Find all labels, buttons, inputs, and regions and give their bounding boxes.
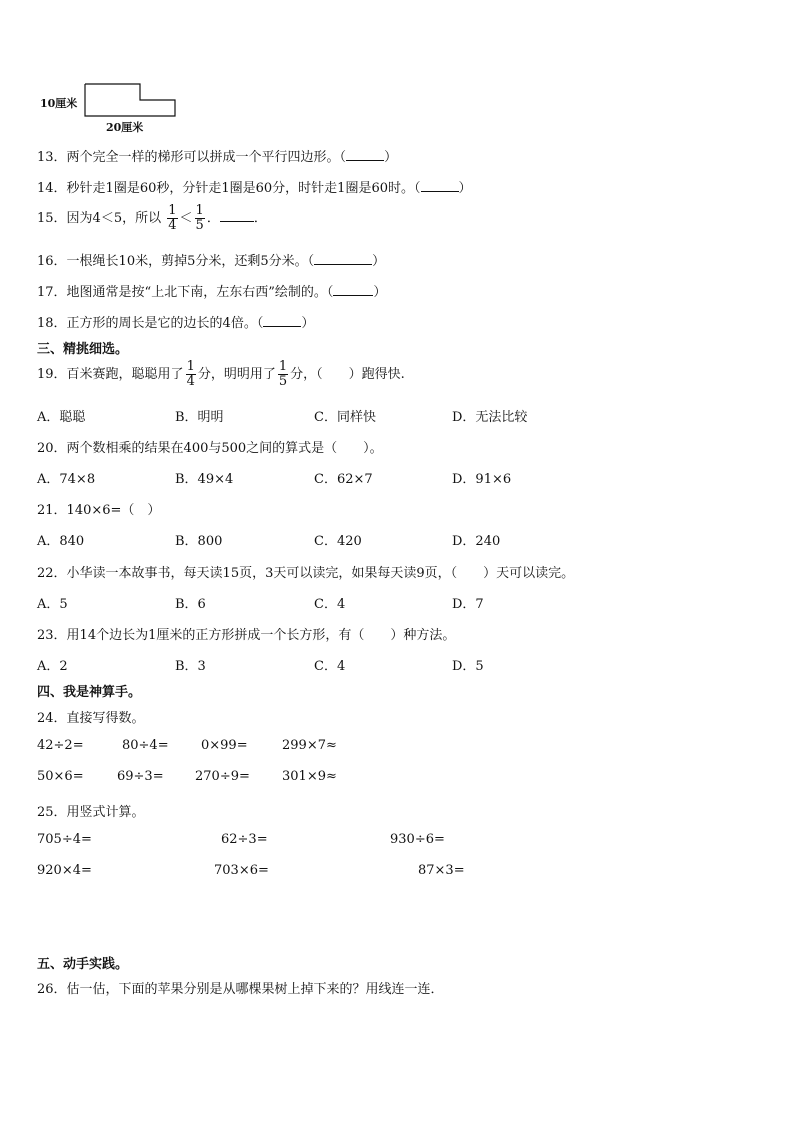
question-18: 18．正方形的周长是它的边长的4倍。（ ） bbox=[37, 316, 315, 331]
fraction-one-fourth: $\frac{1}{4}$ bbox=[168, 203, 177, 233]
mental-math-item: 301×9≈ bbox=[282, 769, 337, 784]
question-16: 16．一根绳长10米，剪掉5分米，还剩5分米。（ ） bbox=[37, 254, 386, 269]
option-c[interactable]: C．同样快 bbox=[314, 410, 376, 425]
answer-blank[interactable] bbox=[346, 148, 384, 161]
option-d[interactable]: D．7 bbox=[452, 597, 484, 612]
option-a[interactable]: A．74×8 bbox=[37, 472, 96, 487]
option-c[interactable]: C．420 bbox=[314, 534, 362, 549]
mental-math-item: 270÷9= bbox=[195, 769, 250, 784]
question-23: 23．用14个边长为1厘米的正方形拼成一个长方形，有（ ）种方法。 bbox=[37, 628, 456, 643]
option-d[interactable]: D．91×6 bbox=[452, 472, 512, 487]
option-c[interactable]: C．4 bbox=[314, 597, 346, 612]
vertical-calc-item: 930÷6= bbox=[390, 832, 445, 847]
mental-math-item: 0×99= bbox=[201, 738, 248, 753]
mental-math-item: 50×6= bbox=[37, 769, 84, 784]
option-d[interactable]: D．无法比较 bbox=[452, 410, 528, 425]
option-b[interactable]: B．800 bbox=[175, 534, 223, 549]
question-14: 14．秒针走1圈是60秒，分针走1圈是60分，时针走1圈是60时。（ ） bbox=[37, 181, 472, 196]
section-4-heading: 四、我是神算手。 bbox=[37, 685, 142, 700]
question-13: 13．两个完全一样的梯形可以拼成一个平行四边形。（ ） bbox=[37, 150, 398, 165]
vertical-calc-item: 705÷4= bbox=[37, 832, 92, 847]
answer-blank[interactable] bbox=[220, 209, 254, 222]
option-a[interactable]: A．2 bbox=[37, 659, 68, 674]
figure-bottom-label: 20厘米 bbox=[106, 121, 144, 134]
fraction-one-fifth: $\frac{1}{5}$ bbox=[278, 359, 288, 389]
section-3-heading: 三、精挑细选。 bbox=[37, 342, 129, 357]
option-d[interactable]: D．240 bbox=[452, 534, 501, 549]
question-15: 15．因为4＜5，所以 $\frac{1}{4}$ ＜ $\frac{1}{5}$ ． ． bbox=[37, 203, 267, 233]
option-c[interactable]: C．62×7 bbox=[314, 472, 373, 487]
question-20: 20．两个数相乘的结果在400与500之间的算式是（ ）。 bbox=[37, 441, 383, 456]
vertical-calc-item: 62÷3= bbox=[221, 832, 268, 847]
answer-blank[interactable] bbox=[263, 314, 301, 327]
answer-blank[interactable] bbox=[314, 252, 372, 265]
mental-math-item: 299×7≈ bbox=[282, 738, 337, 753]
question-21: 21．140×6=（ ） bbox=[37, 503, 161, 518]
answer-blank[interactable] bbox=[421, 179, 459, 192]
vertical-calc-item: 920×4= bbox=[37, 863, 92, 878]
question-24: 24．直接写得数。 bbox=[37, 711, 145, 726]
option-a[interactable]: A．840 bbox=[37, 534, 85, 549]
option-d[interactable]: D．5 bbox=[452, 659, 484, 674]
option-b[interactable]: B．6 bbox=[175, 597, 206, 612]
vertical-calc-item: 703×6= bbox=[214, 863, 269, 878]
question-17: 17．地图通常是按“上北下南，左东右西”绘制的。（ ） bbox=[37, 285, 387, 300]
fraction-one-fifth: $\frac{1}{5}$ bbox=[195, 203, 204, 233]
question-26: 26．估一估，下面的苹果分别是从哪棵果树上掉下来的？用线连一连． bbox=[37, 982, 444, 997]
l-shape-figure bbox=[84, 83, 180, 119]
answer-blank[interactable] bbox=[333, 283, 373, 296]
mental-math-item: 42÷2= bbox=[37, 738, 84, 753]
fraction-one-fourth: $\frac{1}{4}$ bbox=[186, 359, 195, 389]
mental-math-item: 80÷4= bbox=[122, 738, 169, 753]
figure-left-label: 10厘米 bbox=[40, 97, 78, 110]
vertical-calc-item: 87×3= bbox=[418, 863, 465, 878]
option-a[interactable]: A．5 bbox=[37, 597, 68, 612]
option-c[interactable]: C．4 bbox=[314, 659, 346, 674]
option-a[interactable]: A．聪聪 bbox=[37, 410, 86, 425]
question-22: 22．小华读一本故事书，每天读15页，3天可以读完，如果每天读9页，（ ）天可以读完。 bbox=[37, 566, 575, 581]
option-b[interactable]: B．3 bbox=[175, 659, 206, 674]
question-19: 19．百米赛跑，聪聪用了 $\frac{1}{4}$ 分，明明用了 $\frac{1}{5}$ 分，（ ）跑得快. bbox=[37, 359, 405, 389]
option-b[interactable]: B．49×4 bbox=[175, 472, 234, 487]
option-b[interactable]: B．明明 bbox=[175, 410, 224, 425]
mental-math-item: 69÷3= bbox=[117, 769, 164, 784]
section-5-heading: 五、动手实践。 bbox=[37, 957, 129, 972]
question-25: 25．用竖式计算。 bbox=[37, 805, 145, 820]
